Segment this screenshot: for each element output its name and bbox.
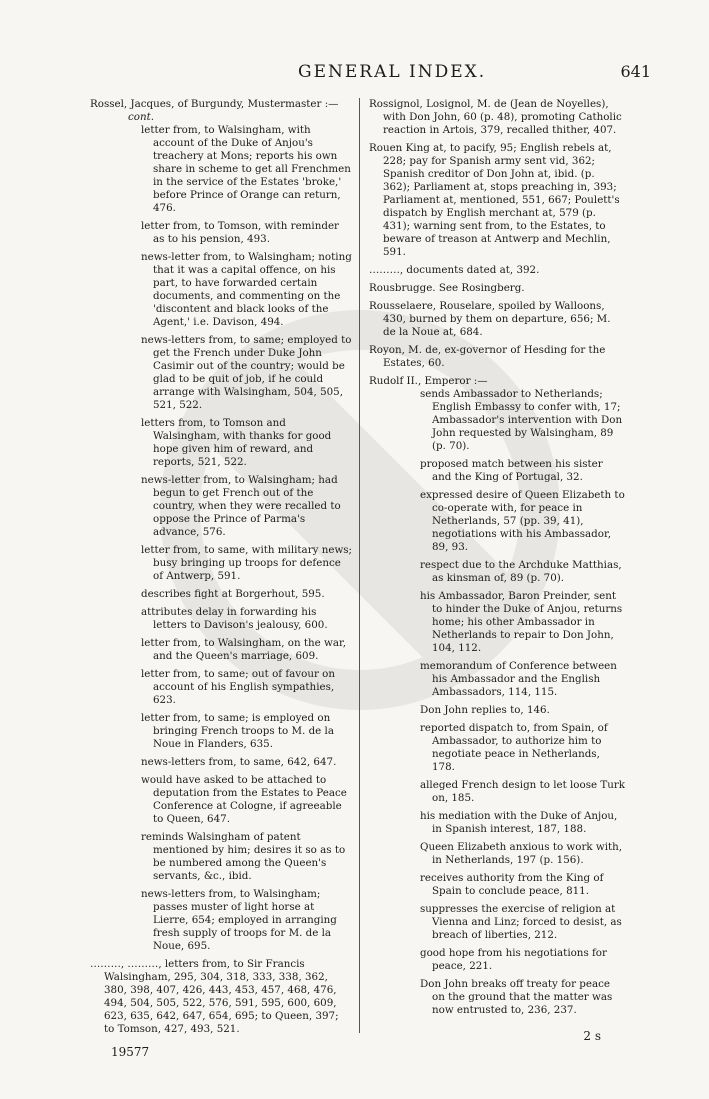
subentry: would have asked to be attached to deputation from the Estates to Peace Conference at Cologne, if agreeable to Queen, 647. — [141, 774, 347, 825]
gathering-mark: 2 s — [583, 1029, 601, 1043]
signature-mark: 19577 — [111, 1045, 150, 1059]
subentry: news-letters from, to same, 642, 647. — [141, 756, 337, 768]
subentry: letters from, to Tomson and Walsingham, with thanks for good hope given him of reward, and reports, 521, 522. — [141, 417, 332, 468]
running-title: GENERAL INDEX. — [298, 62, 487, 82]
subentry: letter from, to Walsingham, on the war, and the Queen's marriage, 609. — [141, 637, 347, 662]
subentry: Don John breaks off treaty for peace on the ground that the matter was now entrusted to, 236, 237. — [420, 978, 613, 1016]
subentry: letter from, to same, with military news; busy bringing up troops for defence of Antwerp, 591. — [141, 544, 353, 582]
entry-royon: Royon, M. de, ex-governor of Hesding for the Estates, 60. — [369, 344, 606, 369]
subentry: Don John replies to, 146. — [420, 704, 550, 716]
subentry: good hope from his negotiations for peace, 221. — [420, 947, 607, 972]
subentry: news-letters from, to Walsingham; passes muster of light horse at Lierre, 654; employed in arranging fresh supply of troops for M. de la Noue, 695. — [141, 888, 337, 952]
page-number: 641 — [620, 62, 651, 81]
subentry: letter from, to Tomson, with reminder as to his pension, 493. — [141, 220, 339, 245]
subentry: proposed match between his sister and the King of Portugal, 32. — [420, 458, 603, 483]
left-column — [90, 98, 352, 1041]
subentry: attributes delay in forwarding his letters to Davison's jealousy, 600. — [141, 606, 328, 631]
continued-label: cont. — [128, 111, 155, 123]
column-divider — [359, 98, 360, 1033]
entry-rousselaere: Rousselaere, Rouselare, spoiled by Walloons, 430, burned by them on departure, 656; M. de la Noue at, 684. — [369, 300, 611, 338]
entry-rossel-letters: ………, ………, letters from, to Sir Francis Walsingham, 295, 304, 318, 333, 338, 362, 380, 398, 407, 426, 443, 453, 457, 468, 476, 494, 504, 505, 522, 576, 591, 595, 600, 609, 623, 635, 642, 647, 654, 695; to Queen, 397; to Tomson, 427, 493, 521. — [90, 958, 339, 1035]
subentry: letter from, to same; is employed on bringing French troops to M. de la Noue in Flanders, 635. — [141, 712, 334, 750]
subentry: receives authority from the King of Spain to conclude peace, 811. — [420, 872, 604, 897]
subentry: letter from, to Walsingham, with account of the Duke of Anjou's treachery at Mons; reports his own share in scheme to get all Frenchmen in the service of the Estates 'broke,' before Prince of Orange can return, 476. — [141, 124, 351, 214]
subentry: letter from, to same; out of favour on account of his English sympathies, 623. — [141, 668, 335, 706]
subentry: his Ambassador, Baron Preinder, sent to hinder the Duke of Anjou, returns home; his other Ambassador in Netherlands to repair to Don John, 104, 112. — [420, 590, 623, 654]
subentry: news-letter from, to Walsingham; noting that it was a capital offence, on his part, to have forwarded certain documents, and commenting on the 'discontent and black looks of the Agent,' i.e. Davison, 494. — [141, 251, 352, 328]
subentry: Queen Elizabeth anxious to work with, in Netherlands, 197 (p. 156). — [420, 841, 623, 866]
right-column — [369, 98, 625, 1022]
subentry: news-letters from, to same; employed to get the French under Duke John Casimir out of the country; would be glad to be quit of job, if he could arrange with Walsingham, 504, 505, 521, 522. — [141, 334, 352, 411]
entry-rouen: Rouen King at, to pacify, 95; English rebels at, 228; pay for Spanish army sent vid, 362; Spanish creditor of Don John at, ibid. (p. 362); Parliament at, stops preaching in, 393; Parliament at, mentioned, 551, 667; Poulett's dispatch by English merchant at, 579 (p. 431); warning sent from, to the Estates, to beware of treason at Antwerp and Mechlin, 591. — [369, 142, 620, 258]
subentry: news-letter from, to Walsingham; had begun to get French out of the country, when they were recalled to oppose the Prince of Parma's advance, 576. — [141, 474, 341, 538]
subentry: reported dispatch to, from Spain, of Ambassador, to authorize him to negotiate peace in Netherlands, 178. — [420, 722, 608, 773]
subentry: reminds Walsingham of patent mentioned by him; desires it so as to be numbered among the Queen's servants, &c., ibid. — [141, 831, 346, 882]
entry-rudolf-heading: Rudolf II., Emperor :— — [369, 375, 488, 387]
page-header — [0, 62, 709, 86]
subentry: suppresses the exercise of religion at Vienna and Linz; forced to desist, as breach of liberties, 212. — [420, 903, 622, 941]
entry-rossel-heading: Rossel, Jacques, of Burgundy, Mustermaster :— — [90, 98, 339, 110]
subentry: sends Ambassador to Netherlands; English Embassy to confer with, 17; Ambassador's intervention with Don John requested by Walsingham, 89 (p. 70). — [420, 388, 623, 452]
entry-rousbrugge: Rousbrugge. See Rosingberg. — [369, 282, 525, 294]
subentry: describes fight at Borgerhout, 595. — [141, 588, 325, 600]
subentry: his mediation with the Duke of Anjou, in Spanish interest, 187, 188. — [420, 810, 618, 835]
subentry: respect due to the Archduke Matthias, as kinsman of, 89 (p. 70). — [420, 559, 622, 584]
entry-rossignol: Rossignol, Losignol, M. de (Jean de Noyelles), with Don John, 60 (p. 48), promoting Catholic reaction in Artois, 379, recalled thither, 407. — [369, 98, 622, 136]
subentry: expressed desire of Queen Elizabeth to co-operate with, for peace in Netherlands, 57 (pp. 39, 41), negotiations with his Ambassador, 89, 93. — [420, 489, 625, 553]
subentry: alleged French design to let loose Turk on, 185. — [420, 779, 626, 804]
subentry: memorandum of Conference between his Ambassador and the English Ambassadors, 114, 115. — [420, 660, 617, 698]
entry-rouen-documents: ………, documents dated at, 392. — [369, 264, 540, 276]
